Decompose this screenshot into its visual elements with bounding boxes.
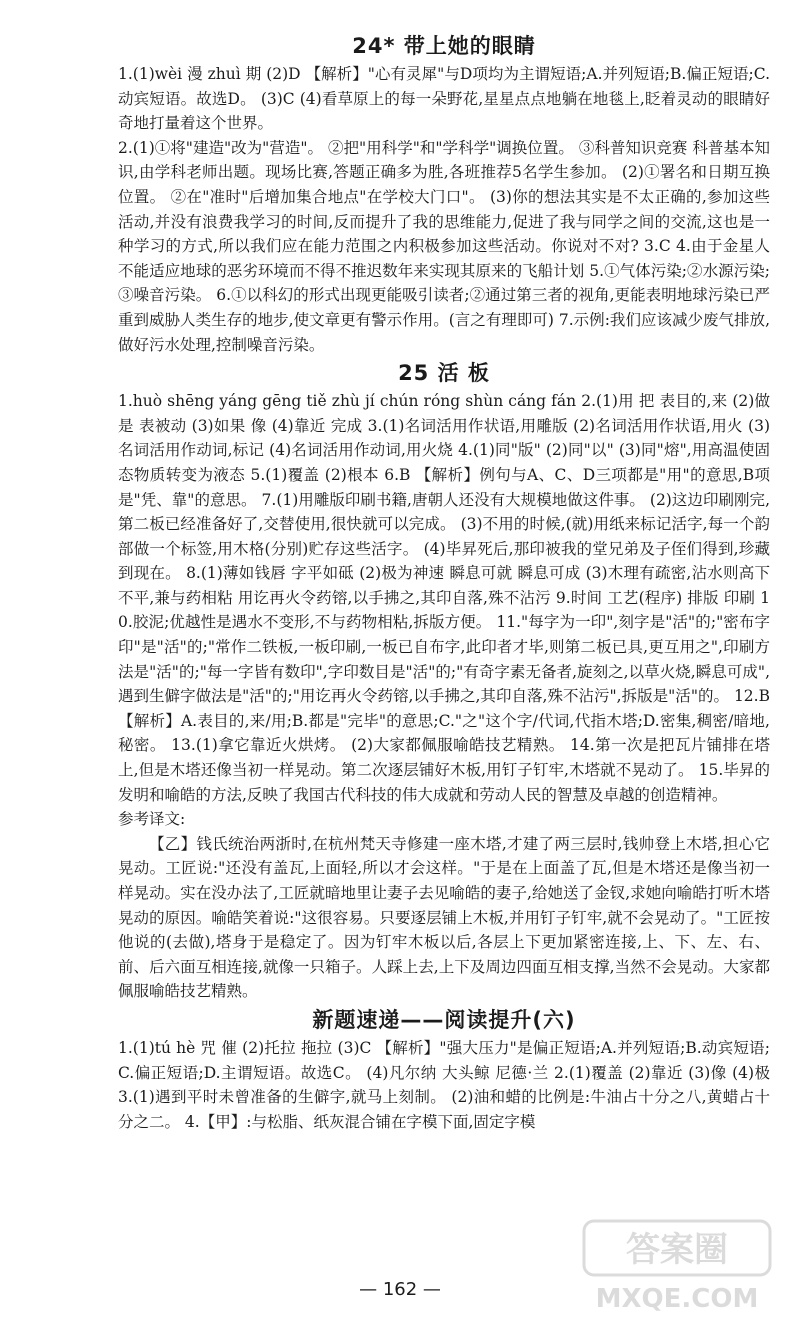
watermark-logo xyxy=(582,1215,772,1315)
page-number: — 162 — xyxy=(359,1279,441,1300)
section-title-25: 25 活 板 xyxy=(398,361,490,386)
section-24-paragraph-2: 2.(1)①将"建造"改为"营造"。 ②把"用科学"和"学科学"调换位置。 ③科普知识竞赛 科普基本知识,由学科老师出题。现场比赛,答题正确多为胜,各班推荐5名学生参加。 (2)①署名和日期互换位置。 ②在"准时"后增加集合地点"在学校大门口"。 (3)你的想法其实是不太正确的,参加这些活动,并没有浪费我学习的时间,反而提升了我的思维能力,促进了我与同学之间的交流,这也是一种学习的方式,所以我们应在能力范围之内积极参加这些活动。你说对不对? 3.C 4.由于金星人不能适应地球的恶劣环境而不得不推迟数年来实现其原来的飞船计划 5.①气体污染;②水源污染;③噪音污染。 6.①以科幻的形式出现更能吸引读者;②通过第三者的视角,更能表明地球污染已严重到威胁人类生存的地步,使文章更有警示作用。(言之有理即可) 7.示例:我们应该减少废气排放,做好污水处理,控制噪音污染。 xyxy=(118,138,770,354)
translation-label: 参考译文: xyxy=(118,810,186,829)
reading-6-paragraph-1: 1.(1)tú hè 咒 催 (2)托拉 拖拉 (3)C 【解析】"强大压力"是偏正短语;A.并列短语;B.动宾短语;C.偏正短语;D.主谓短语。故选C。 (4)凡尔纳 大头鲸 尼德·兰 2.(1)覆盖 (2)靠近 (3)像 (4)极 3.(1)遇到平时未曾准备的生僻字,就马上刻制。 (2)油和蜡的比例是:牛油占十分之八,黄蜡占十分之二。 4.【甲】:与松脂、纸灰混合铺在字模下面,固定字模 xyxy=(118,1038,775,1131)
section-title-reading-6: 新题速递——阅读提升(六) xyxy=(312,1007,576,1032)
watermark-text-url: MXQE.COM xyxy=(595,1284,759,1314)
watermark-text-cn: 答案圈 xyxy=(626,1230,728,1270)
section-title-24: 24* 带上她的眼睛 xyxy=(352,34,536,58)
translation-text: 【乙】钱氏统治两浙时,在杭州梵天寺修建一座木塔,才建了两三层时,钱帅登上木塔,担心它晃动。工匠说:"还没有盖瓦,上面轻,所以才会这样。"于是在上面盖了瓦,但是木塔还是像当初一样晃动。实在没办法了,工匠就暗地里让妻子去见喻皓的妻子,给她送了金钗,求她向喻皓打听木塔晃动的原因。喻皓笑着说:"这很容易。只要逐层铺上木板,并用钉子钉牢,就不会晃动了。"工匠按他说的(去做),塔身于是稳定了。因为钉牢木板以后,各层上下更加紧密连接,上、下、左、右、前、后六面互相连接,就像一只箱子。人踩上去,上下及周边四面互相支撑,当然不会晃动。大家都佩服喻皓技艺精熟。 xyxy=(118,834,770,1001)
section-24-paragraph-1: 1.(1)wèi 漫 zhuì 期 (2)D 【解析】"心有灵犀"与D项均为主谓短语;A.并列短语;B.偏正短语;C.动宾短语。故选D。 (3)C (4)看草原上的每一朵野花,星星点点地躺在地毯上,眨着灵动的眼睛好奇地打量着这个世界。 xyxy=(118,65,770,133)
section-25-paragraph-1: 1.huò shēng yáng gēng tiě zhù jí chún róng shùn cáng fán 2.(1)用 把 表目的,来 (2)做 是 表被动 (3)如果 像 (4)靠近 完成 3.(1)名词活用作状语,用雕版 (2)名词活用作状语,用火 (3)名词活用作动词,标记 (4)名词活用作动词,用火烧 4.(1)同"版" (2)同"以" (3)同"熔",用高温使固态物质转变为液态 5.(1)覆盖 (2)根本 6.B 【解析】例句与A、C、D三项都是"用"的意思,B项是"凭、靠"的意思。 7.(1)用雕版印刷书籍,唐朝人还没有大规模地做这件事。 (2)这边印刷刚完,第二板已经准备好了,交替使用,很快就可以完成。 (3)不用的时候,(就)用纸来标记活字,每一个韵部做一个标签,用木格(分别)贮存这些活字。 (4)毕昇死后,那印被我的堂兄弟及子侄们得到,珍藏到现在。 8.(1)薄如钱唇 字平如砥 (2)极为神速 瞬息可就 瞬息可成 (3)木理有疏密,沾水则高下不平,兼与药相粘 用讫再火令药镕,以手拂之,其印自落,殊不沾污 9.时间 工艺(程序) 排版 印刷 10.胶泥;优越性是遇水不变形,不与药物相粘,拆版方便。 11."每字为一印",刻字是"活"的;"密布字印"是"活"的;"常作二铁板,一板印刷,一板已自布字,此印者才毕,则第二板已具,更互用之",印刷方法是"活"的;"每一字皆有数印",字印数目是"活"的;"有奇字素无备者,旋刻之,以草火烧,瞬息可成",遇到生僻字做法是"活"的;"用讫再火令药镕,以手拂之,其印自落,殊不沾污",拆版是"活"的。 12.B 【解析】A.表目的,来/用;B.都是"完毕"的意思;C."之"这个字/代词,代指木塔;D.密集,稠密/暗地,秘密。 13.(1)拿它靠近火烘烤。 (2)大家都佩服喻皓技艺精熟。 14.第一次是把瓦片铺排在塔上,但是木塔还像当初一样晃动。第二次逐层铺好木板,用钉子钉牢,木塔就不晃动了。 15.毕昇的发明和喻皓的方法,反映了我国古代科技的伟大成就和劳动人民的智慧及卓越的创造精神。 xyxy=(118,392,775,804)
